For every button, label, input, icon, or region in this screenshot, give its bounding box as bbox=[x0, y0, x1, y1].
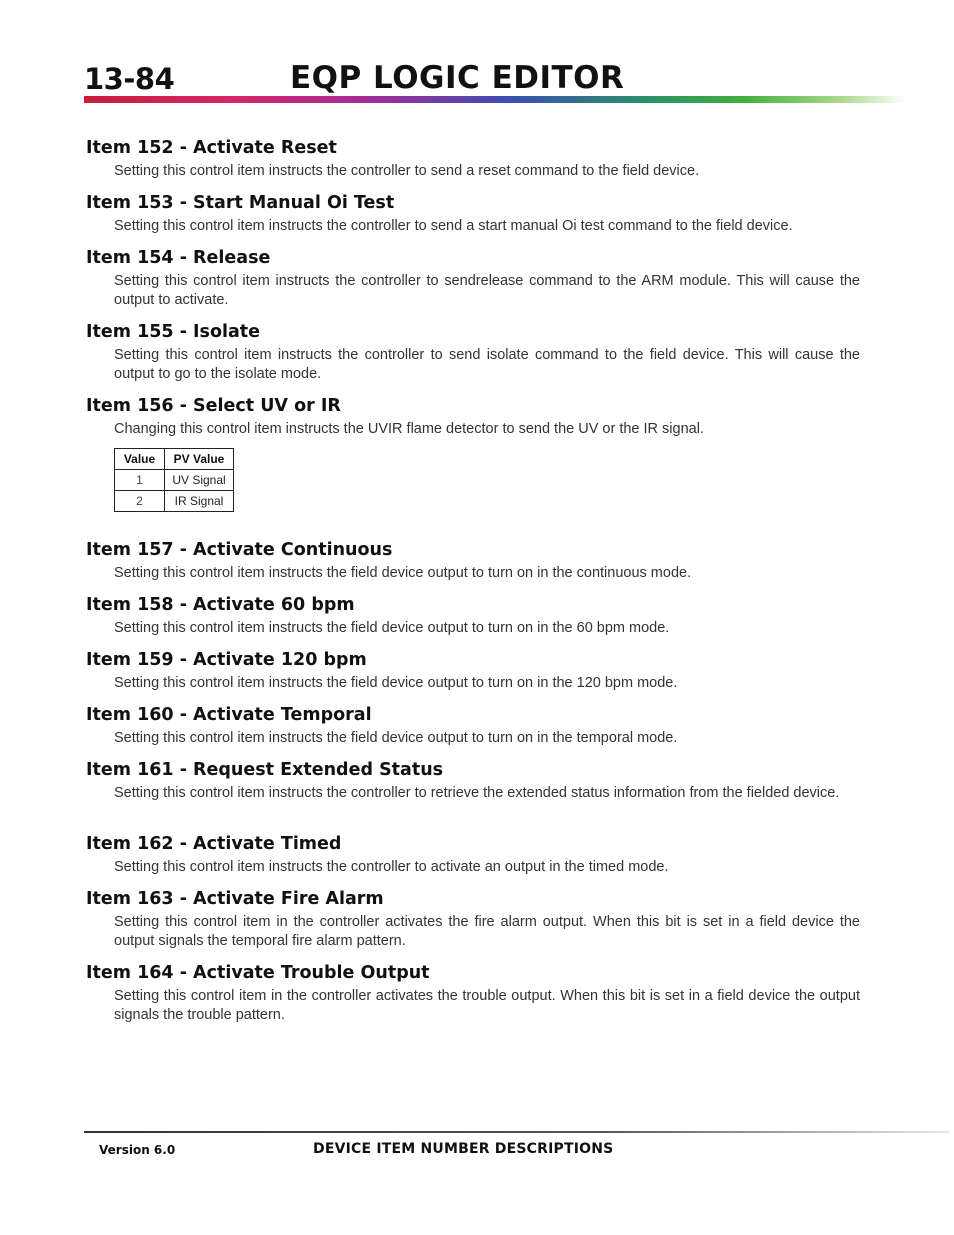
table-cell-pv-value: IR Signal bbox=[165, 491, 234, 512]
table-row bbox=[115, 491, 234, 512]
item-description: Setting this control item instructs the controller to send a start manual Oi test command to the field device. bbox=[114, 218, 793, 234]
footer-section-title: DEVICE ITEM NUMBER DESCRIPTIONS bbox=[313, 1141, 614, 1157]
item-161 bbox=[86, 758, 860, 832]
item-description: Setting this control item instructs the controller to send isolate command to the field device. This will cause the output to go to the isolate mode. bbox=[114, 347, 860, 382]
item-description: Setting this control item in the controller activates the trouble output. When this bit is set in a field device the output signals the trouble pattern. bbox=[114, 988, 860, 1023]
item-heading: Item 155 - Isolate bbox=[86, 322, 261, 342]
page-number: 13-84 bbox=[84, 62, 175, 96]
item-153 bbox=[86, 191, 860, 246]
item-description: Setting this control item instructs the controller to activate an output in the timed mode. bbox=[114, 859, 669, 875]
table-header-value: Value bbox=[115, 449, 165, 470]
item-description: Changing this control item instructs the UVIR flame detector to send the UV or the IR signal. bbox=[114, 421, 704, 437]
item-heading: Item 160 - Activate Temporal bbox=[86, 705, 372, 725]
item-description: Setting this control item instructs the field device output to turn on in the continuous mode. bbox=[114, 565, 692, 581]
item-heading: Item 156 - Select UV or IR bbox=[86, 396, 341, 416]
item-159 bbox=[86, 648, 860, 703]
item-heading: Item 152 - Activate Reset bbox=[86, 138, 337, 158]
header-gradient-rule bbox=[84, 96, 906, 103]
item-heading: Item 163 - Activate Fire Alarm bbox=[86, 889, 384, 909]
item-heading: Item 159 - Activate 120 bpm bbox=[86, 650, 367, 670]
item-164 bbox=[86, 961, 860, 1035]
uvir-value-table bbox=[114, 448, 234, 512]
table-header-pv-value: PV Value bbox=[165, 449, 234, 470]
item-description: Setting this control item instructs the field device output to turn on in the temporal mode. bbox=[114, 730, 678, 746]
item-heading: Item 154 - Release bbox=[86, 248, 271, 268]
item-157 bbox=[86, 538, 860, 593]
item-heading: Item 153 - Start Manual Oi Test bbox=[86, 193, 395, 213]
item-162 bbox=[86, 832, 860, 887]
item-158 bbox=[86, 593, 860, 648]
item-152 bbox=[86, 136, 860, 191]
item-heading: Item 161 - Request Extended Status bbox=[86, 760, 444, 780]
table-cell-value: 1 bbox=[115, 470, 165, 491]
footer-rule bbox=[84, 1131, 950, 1133]
page-title: EQP LOGIC EDITOR bbox=[290, 60, 625, 96]
item-description: Setting this control item instructs the controller to retrieve the extended status information from the fielded device. bbox=[114, 785, 840, 801]
item-description: Setting this control item instructs the controller to sendrelease command to the ARM module. This will cause the output to activate. bbox=[114, 273, 860, 308]
item-heading: Item 162 - Activate Timed bbox=[86, 834, 342, 854]
item-list bbox=[86, 136, 860, 1035]
item-heading: Item 158 - Activate 60 bpm bbox=[86, 595, 355, 615]
item-description: Setting this control item instructs the controller to send a reset command to the field device. bbox=[114, 163, 700, 179]
item-heading: Item 157 - Activate Continuous bbox=[86, 540, 393, 560]
table-row bbox=[115, 470, 234, 491]
item-description: Setting this control item instructs the field device output to turn on in the 120 bpm mode. bbox=[114, 675, 678, 691]
item-160 bbox=[86, 703, 860, 758]
table-cell-value: 2 bbox=[115, 491, 165, 512]
table-header-row bbox=[115, 449, 234, 470]
item-description: Setting this control item instructs the field device output to turn on in the 60 bpm mode. bbox=[114, 620, 670, 636]
item-156 bbox=[86, 394, 860, 512]
table-cell-pv-value: UV Signal bbox=[165, 470, 234, 491]
item-154 bbox=[86, 246, 860, 320]
footer-version: Version 6.0 bbox=[99, 1143, 176, 1157]
item-163 bbox=[86, 887, 860, 961]
item-155 bbox=[86, 320, 860, 394]
item-heading: Item 164 - Activate Trouble Output bbox=[86, 963, 430, 983]
item-description: Setting this control item in the controller activates the fire alarm output. When this bit is set in a field device the output signals the temporal fire alarm pattern. bbox=[114, 914, 860, 949]
